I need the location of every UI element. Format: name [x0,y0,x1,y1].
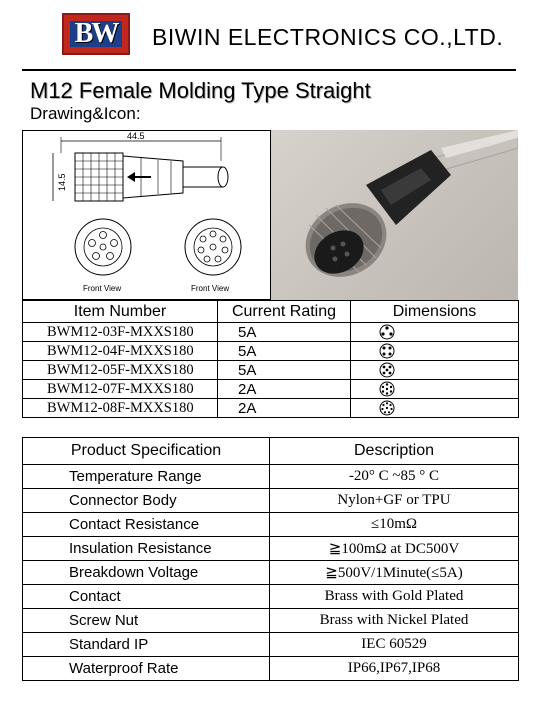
spec-value: Brass with Nickel Plated [270,609,519,633]
pin-layout-4-icon [351,342,519,361]
spec-label: Connector Body [23,489,270,513]
header-description: Description [270,438,519,465]
item-number: BWM12-04F-MXXS180 [23,342,218,361]
table-row [23,513,519,537]
table-row [23,489,519,513]
header-item-number: Item Number [23,301,218,323]
logo-text: BW [74,18,118,49]
spec-label: Breakdown Voltage [23,561,270,585]
front-view-label-left: Front View [83,284,122,293]
table-row [23,537,519,561]
table-row [23,585,519,609]
table-row [23,380,519,399]
spec-label: Contact Resistance [23,513,270,537]
product-photo [271,130,518,300]
m12-connector-photo-icon [271,130,518,300]
spec-table-header [23,438,519,465]
connector-drawing-svg [23,131,270,299]
table-row [23,399,519,418]
current-rating: 5A [218,342,351,361]
spec-value: ≤10mΩ [270,513,519,537]
spec-value: IP66,IP67,IP68 [270,657,519,681]
table-row [23,323,519,342]
header-divider [22,69,516,71]
table-row [23,361,519,380]
item-number: BWM12-07F-MXXS180 [23,380,218,399]
pin-layout-8-icon [351,399,519,418]
table-row [23,342,519,361]
front-view-label-right: Front View [191,284,230,293]
spec-label: Waterproof Rate [23,657,270,681]
spec-table [22,437,519,681]
item-number: BWM12-03F-MXXS180 [23,323,218,342]
spec-label: Contact [23,585,270,609]
spec-label: Insulation Resistance [23,537,270,561]
spec-value: IEC 60529 [270,633,519,657]
spec-label: Temperature Range [23,465,270,489]
item-number: BWM12-05F-MXXS180 [23,361,218,380]
current-rating: 5A [218,361,351,380]
header-product-spec: Product Specification [23,438,270,465]
spec-value: ≧100mΩ at DC500V [270,537,519,561]
items-table-header [23,301,519,323]
dim-height-label: 14.5 [57,173,67,191]
header-current-rating: Current Rating [218,301,351,323]
spec-label: Standard IP [23,633,270,657]
current-rating: 5A [218,323,351,342]
table-row [23,561,519,585]
current-rating: 2A [218,380,351,399]
spec-label: Screw Nut [23,609,270,633]
spec-value: Nylon+GF or TPU [270,489,519,513]
page-title: M12 Female Molding Type Straight [30,78,371,103]
company-name: BIWIN ELECTRONICS CO.,LTD. [152,24,504,50]
spec-value: ≧500V/1Minute(≤5A) [270,561,519,585]
header-dimensions: Dimensions [351,301,519,323]
pin-layout-7-icon [351,380,519,399]
technical-drawing [22,130,271,300]
spec-value: Brass with Gold Plated [270,585,519,609]
table-row [23,609,519,633]
pin-layout-5-icon [351,361,519,380]
table-row [23,633,519,657]
items-table [22,300,519,418]
current-rating: 2A [218,399,351,418]
pin-layout-3-icon [351,323,519,342]
dim-length-label: 44.5 [127,131,145,141]
table-row [23,465,519,489]
spec-value: -20° C ~85 ° C [270,465,519,489]
section-subtitle: Drawing&Icon: [30,104,141,123]
item-number: BWM12-08F-MXXS180 [23,399,218,418]
company-logo [62,13,130,55]
table-row [23,657,519,681]
